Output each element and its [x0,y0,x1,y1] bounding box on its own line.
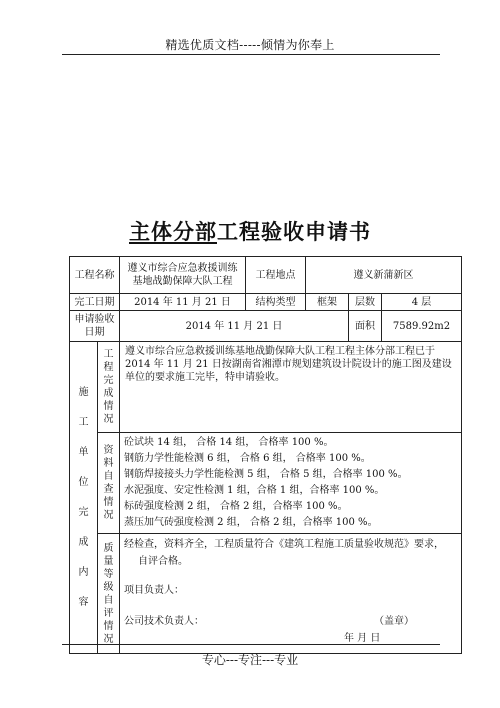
completion-date-label: 完工日期 [70,294,120,311]
list-item: 砼试块 14 组， 合格 14 组， 合格率 100 %。 [124,437,334,448]
area-label: 面积 [349,311,382,342]
seal-label: （盖章） [374,616,414,627]
quality-result: 自评合格。 [138,556,188,567]
apply-date-value: 2014 年 11 月 21 日 [120,311,349,342]
side-char: 施 [78,386,89,398]
list-item: 标砖强度检测 2 组， 合格 2 组，合格率 100 %。 [124,501,348,512]
structure-label: 结构类型 [246,294,306,311]
section-char: 级 [103,581,114,593]
row-completion-status [70,342,462,433]
footer-rule [62,644,440,645]
date-stub: 年 月 日 [344,633,381,644]
location-value: 遵义新蒲新区 [306,257,462,294]
row-completion-date [70,294,462,311]
section-char: 情 [103,497,114,508]
acceptance-form-table [69,256,462,654]
material-check-list [120,433,462,534]
section-char: 情 [103,401,114,412]
completion-date-value: 2014 年 11 月 21 日 [120,294,246,311]
row-material-check [70,433,462,534]
section-label-quality [98,534,120,654]
section-label-material [98,433,120,534]
section-char: 自 [103,594,114,606]
completion-status-text: 遵义市综合应急救援训练基地战勤保障大队工程工程主体分部工程已于 2014 年 11 月 21 日按湖南省湘潭市规划建筑设计院设计的施工图及建设单位的要求施工完毕，特申请验收。 [120,342,462,433]
area-value: 7589.92m2 [382,311,462,342]
side-char: 工 [78,416,89,428]
location-label: 工程地点 [246,257,306,294]
side-char: 完 [78,506,89,518]
quality-statement: 经检查，资料齐全，工程质量符合《建筑工程施工质量验收规范》要求， [124,539,444,550]
section-char: 质 [103,542,114,554]
row-apply-date [70,311,462,342]
project-name-label: 工程名称 [70,257,120,294]
section-char: 况 [103,414,114,425]
section-char: 自 [103,471,114,482]
list-item: 蒸压加气砖强度检测 2 组， 合格 2 组，合格率 100 %。 [124,517,378,528]
side-char: 内 [78,566,89,578]
title-rest: 工程验收申请书 [217,219,371,244]
section-char: 工 [103,349,114,360]
side-label-column [70,342,98,654]
floors-label: 层数 [349,294,382,311]
section-char: 况 [103,510,114,521]
section-char: 等 [103,568,114,580]
page-footer: 专心---专注---专业 [201,653,299,667]
section-char: 况 [103,633,114,645]
section-char: 成 [103,388,114,399]
document-title [0,216,500,246]
side-char: 位 [78,476,89,488]
section-char: 程 [103,362,114,373]
header-rule [62,54,440,55]
list-item: 钢筋焊接接头力学性能检测 5 组， 合格 5 组，合格率 100 %。 [124,469,408,480]
floors-value: 4 层 [382,294,462,311]
section-char: 完 [103,375,114,386]
tech-lead-row [124,613,457,630]
row-quality-assessment [70,534,462,654]
project-name-value: 遵义市综合应急救援训练基地战勤保障大队工程 [120,257,246,294]
structure-value: 框架 [306,294,349,311]
title-underlined: 主体分部 [129,219,217,244]
section-char: 评 [103,607,114,619]
quality-assessment-body [120,534,462,654]
section-char: 查 [103,484,114,495]
side-char: 容 [78,596,89,608]
side-char: 单 [78,446,89,458]
section-char: 料 [103,458,114,469]
section-label-completion [98,342,120,433]
list-item: 水泥强度、安定性检测 1 组，合格 1 组，合格率 100 %。 [124,485,385,496]
row-project-name [70,257,462,294]
apply-date-label: 申请验收日期 [70,311,120,342]
side-char: 成 [78,536,89,548]
section-char: 情 [103,620,114,632]
tech-lead-label: 公司技术负责人： [124,616,204,627]
project-lead-label: 项目负责人： [124,585,184,596]
page-header: 精选优质文档-----倾情为你奉上 [165,38,335,52]
section-char: 资 [103,445,114,456]
section-char: 量 [103,555,114,567]
list-item: 钢筋力学性能检测 6 组， 合格 6 组， 合格率 100 %。 [124,453,371,464]
